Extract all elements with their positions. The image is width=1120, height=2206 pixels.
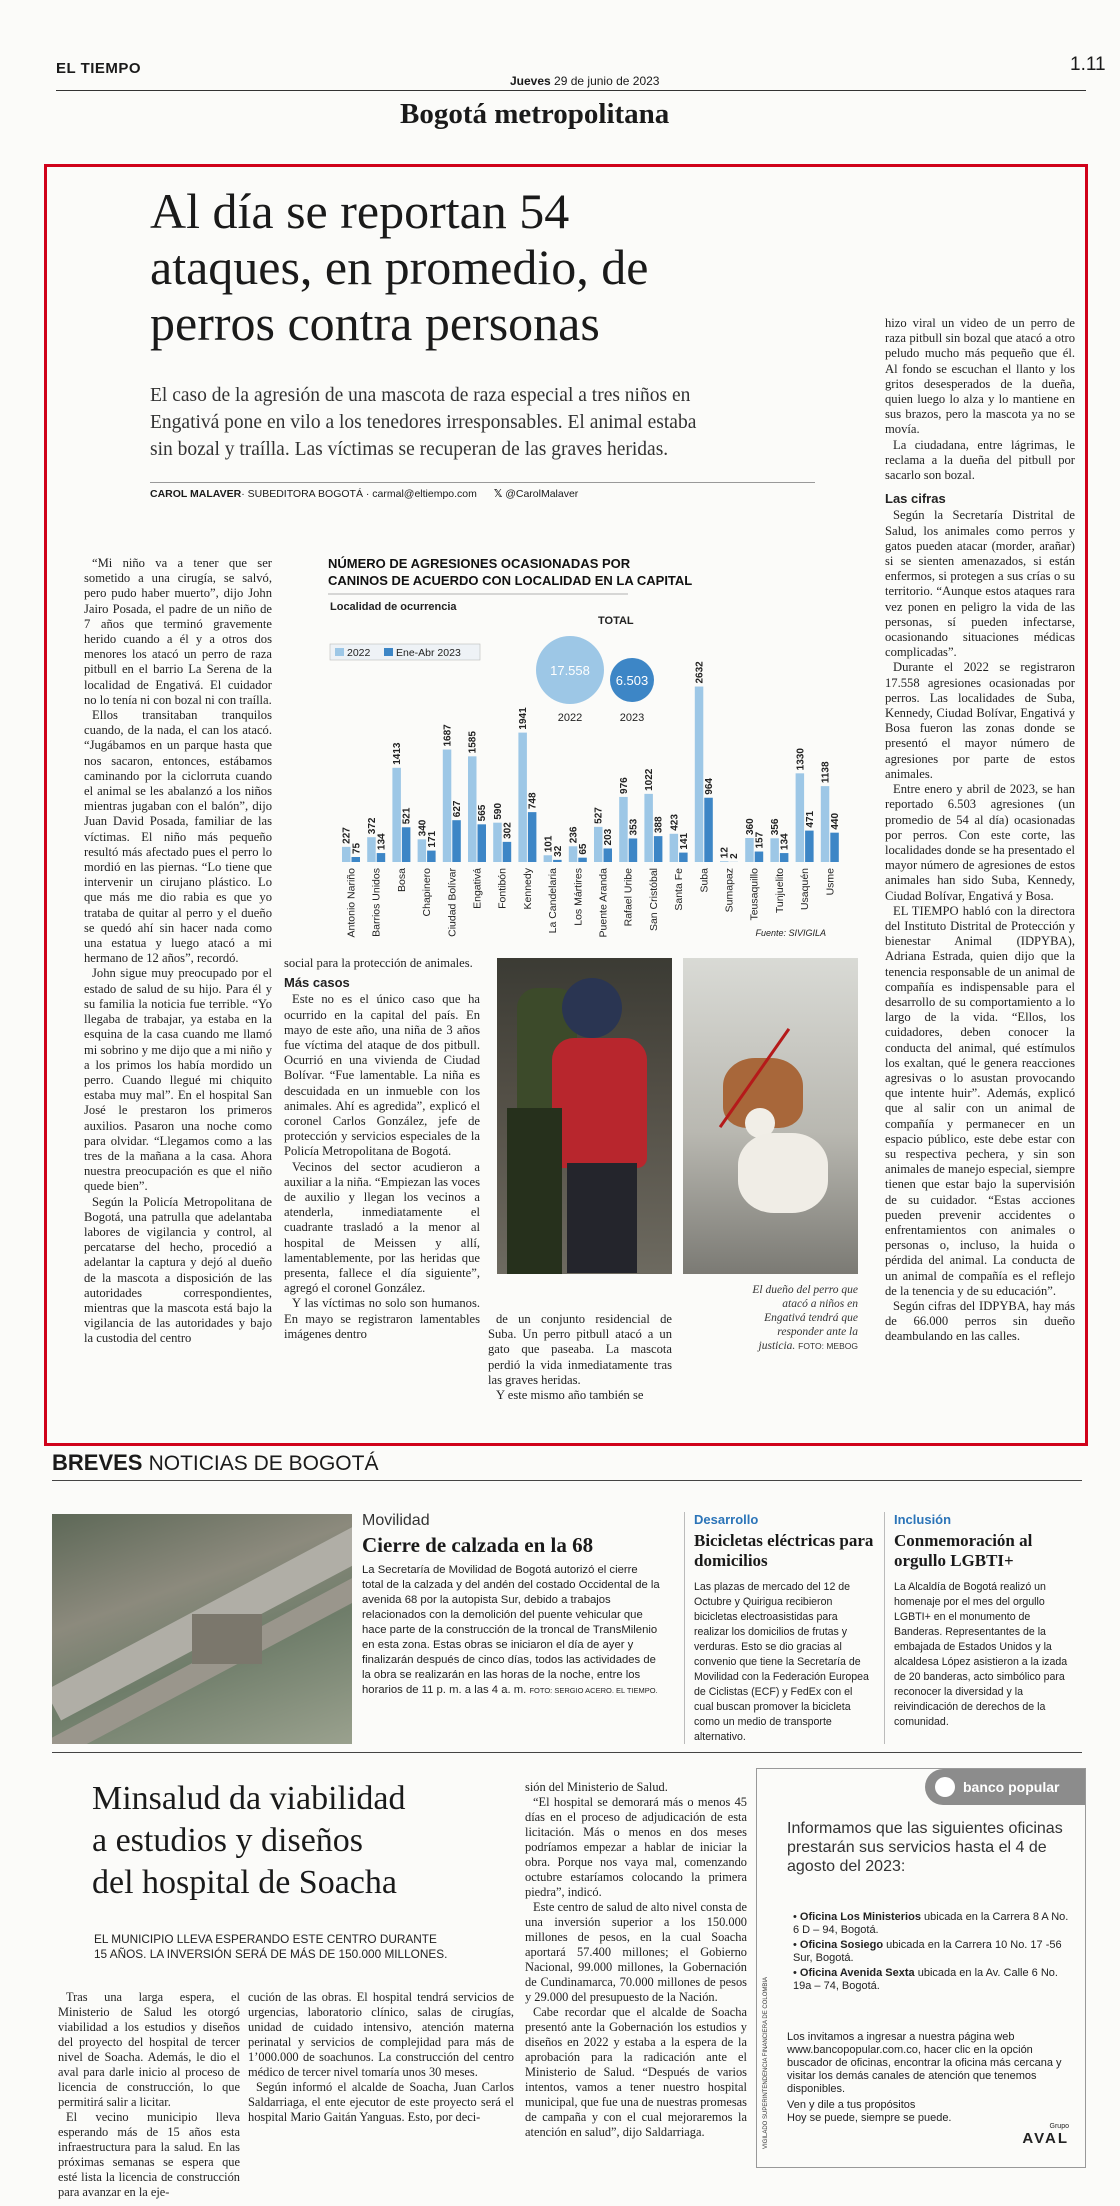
bar-value-label-2023-18: 471 bbox=[804, 810, 816, 828]
chart-source: Fuente: SIVIGILA bbox=[755, 928, 826, 938]
bar-value-label-2022-2: 1413 bbox=[392, 742, 404, 765]
bar-value-label-2023-2: 521 bbox=[401, 807, 413, 825]
bar-2023-5 bbox=[478, 824, 487, 862]
category-label-7: Kennedy bbox=[521, 868, 534, 910]
overpass-photo bbox=[52, 1514, 352, 1744]
date-line: Jueves 29 de junio de 2023 bbox=[510, 74, 660, 88]
twitter-icon: 𝕏 bbox=[493, 488, 503, 500]
bar-2023-13 bbox=[679, 853, 688, 862]
breve-c-body: La Alcaldía de Bogotá realizó un homenaje por el mes del orgullo LGBTI+ en el monumento de Banderas. Representantes de la embajada de Estados Unidos y la alcaldesa López asistieron a la izada de 20 banderas, acto simbólico para reconocer la diversidad y la reivindicación de derechos de la comunidad. bbox=[894, 1581, 1068, 1728]
total-label: TOTAL bbox=[598, 615, 634, 627]
soacha-column-1: Tras una larga espera, el Ministerio de Salud les otorgó viabilidad a los estudios y diseños del proyecto del hospital de tercer nivel de Soacha. Además, le dio el aval para darle inicio al proceso de licencia de construcción, lo que permitirá salir a licitar. El vecino municipio lleva esperando más de 15 años esta infraestructura para la salud. En las próximas semanas se espera que esté lista la licencia de construcción para avanzar en la eje- bbox=[58, 1990, 240, 2199]
category-label-10: Puente Aranda bbox=[597, 868, 610, 938]
photo-caption: El dueño del perro que atacó a niños en Engativá tendrá que responder ante la justicia. FOTO: MEBOG bbox=[752, 1284, 858, 1352]
bar-value-label-2023-8: 32 bbox=[552, 845, 564, 857]
category-label-14: Suba bbox=[698, 868, 711, 893]
category-label-18: Usaquén bbox=[799, 868, 812, 911]
bar-value-label-2022-8: 101 bbox=[543, 835, 555, 853]
bar-2022-9 bbox=[569, 846, 578, 862]
category-label-4: Ciudad Bolívar bbox=[446, 868, 459, 937]
bar-2023-8 bbox=[553, 860, 562, 862]
category-label-6: Fontibón bbox=[496, 868, 509, 909]
byline-rule bbox=[150, 482, 815, 483]
bar-value-label-2022-15: 12 bbox=[719, 847, 731, 859]
bar-value-label-2022-17: 356 bbox=[770, 818, 782, 836]
category-label-12: San Cristóbal bbox=[647, 868, 660, 932]
total-year-2022: 2022 bbox=[557, 712, 583, 724]
bar-2023-4 bbox=[452, 820, 461, 862]
breve-a-title: Cierre de calzada en la 68 bbox=[362, 1533, 594, 1557]
breve-b-body: Las plazas de mercado del 12 de Octubre y Quirigua recibieron bicicletas electroasistidas para realizar los domicilios de frutas y verduras. Esto se dio gracias al convenio que tiene la Secretaría de Movilidad con la Federación Europea de Ciclistas (ECF) y FedEx con el cual buscan promover la bicicleta como un medio de transporte alternativo. bbox=[694, 1581, 869, 1743]
bar-2022-14 bbox=[695, 687, 704, 862]
bar-2023-9 bbox=[578, 858, 587, 862]
bar-value-label-2022-7: 1941 bbox=[518, 707, 530, 730]
bar-value-label-2023-7: 748 bbox=[527, 792, 539, 810]
bar-value-label-2022-5: 1585 bbox=[467, 731, 479, 754]
bar-value-label-2023-1: 134 bbox=[376, 833, 388, 851]
aggressions-bar-chart bbox=[318, 552, 878, 962]
bar-2022-5 bbox=[468, 756, 477, 862]
category-label-11: Rafael Uribe bbox=[622, 868, 635, 927]
ad-body: Los invitamos a ingresar a nuestra página web www.bancopopular.com.co, hacer clic en la opción buscador de oficinas, encontrar la oficina más cercana y visitar los demás canales de atención que tenemos disponibles. bbox=[787, 2031, 1062, 2095]
breve-a-body: La Secretaría de Movilidad de Bogotá autorizó el cierre total de la calzada y del andén del costado Occidental de la avenida 68 por la autopista Sur, debido a trabajos relacionados con la demolición del puente vehicular que hace parte de la construcción de la troncal de TransMilenio en esta zona. Estas obras se iniciaron el día de ayer y finalizarán después de cinco días, todos las actividades de la obra se realizarán en las horas de la noche, entre los horarios de 11 p. m. a las 4 a. m. FOTO: SERGIO ACERO. EL TIEMPO. bbox=[362, 1564, 660, 1696]
banco-popular-ad bbox=[756, 1768, 1086, 2168]
category-label-19: Usme bbox=[824, 868, 837, 896]
soacha-column-3: sión del Ministerio de Salud. “El hospital se demorará más o menos 45 días en el proceso de adjudicación de esta licitación. Más o menos en dos meses podríamos empezar a hablar de iniciar la obra. Porque nos vaya mal, comenzando octubre estaríamos colocando la primera piedra”, indicó. Este centro de salud de alto nivel consta de una inversión superior a los 150.000 millones de pesos, en la cual Soacha aportará 57.400 millones; el Gobierno Nacional, 99.000 millones, la Gobernación de Cundinamarca, 70.000 millones de pesos y 29.000 del presupuesto de la Nación. Cabe recordar que el alcalde de Soacha presentó ante la Gobernación los estudios y diseños en 2022 y estaba a la espera de la aprobación para la radicación ante el Ministerio de Salud. “Después de varios intentos, vamos a tener nuestro hospital municipal, que fue una de nuestras promesas de campaña y con el cual mejoraremos la atención en salud”, dijo Saldarriaga. bbox=[525, 1780, 747, 2139]
bar-2022-1 bbox=[367, 837, 376, 862]
bar-2022-19 bbox=[821, 786, 830, 862]
bar-value-label-2022-19: 1138 bbox=[820, 761, 832, 784]
category-label-3: Chapinero bbox=[421, 868, 434, 917]
main-headline: Al día se reportan 54 ataques, en promedio, de perros contra personas bbox=[150, 183, 649, 351]
bar-2023-0 bbox=[352, 857, 361, 862]
story-column-2: social para la protección de animales. Más casos Este no es el único caso que ha ocurrido en la capital del país. En mayo de este año, una niña de 3 años fue víctima del ataque de dos pitbull. Ocurrió en una vivienda de Ciudad Bolívar. “Fue lamentable. La niña es descuidada en un inmueble con los animales. Ahí es agredida”, explicó el coronel Carlos González, jefe de protección y servicios especiales de la Policía Metropolitana de Bogotá. Vecinos del sector acudieron a auxiliar a la niña. “Empiezan las voces de auxilio y llegan los vecinos a atenderla, inmediatamente el cuadrante trasladó a la menor al hospital de Meissen y allí, lamentablemente, por las heridas que presenta, fallece el día siguiente”, agregó el coronel González. Y las víctimas no solo son humanos. En mayo se registraron lamentables imágenes dentro bbox=[284, 956, 480, 1341]
bar-2022-10 bbox=[594, 827, 603, 862]
bar-value-label-2023-14: 964 bbox=[704, 778, 716, 795]
bar-2023-18 bbox=[805, 831, 814, 862]
breve-a-kicker: Movilidad bbox=[362, 1512, 430, 1529]
legend-label-2022: 2022 bbox=[347, 647, 371, 659]
bar-value-label-2023-4: 627 bbox=[452, 800, 464, 818]
category-label-15: Sumapaz bbox=[723, 868, 736, 913]
bar-value-label-2022-9: 236 bbox=[568, 826, 580, 844]
bar-2022-16 bbox=[745, 838, 754, 862]
bar-2023-12 bbox=[654, 836, 663, 862]
category-label-13: Santa Fe bbox=[673, 868, 686, 911]
legend-label-2023: Ene-Abr 2023 bbox=[396, 647, 461, 659]
ad-vigilado: VIGILADO SUPERINTENDENCIA FINANCIERA DE COLOMBIA bbox=[763, 1976, 769, 2149]
bar-value-label-2022-12: 1022 bbox=[644, 768, 656, 791]
breves-header: BREVES NOTICIAS DE BOGOTÁ bbox=[52, 1450, 379, 1475]
breve-b-kicker: Desarrollo bbox=[694, 1512, 759, 1527]
grupo-aval-logo: Grupo AVAL bbox=[1022, 2123, 1069, 2147]
category-label-16: Teusaquillo bbox=[748, 868, 761, 921]
bar-2023-10 bbox=[604, 848, 613, 862]
bar-2022-18 bbox=[796, 773, 805, 862]
breves-bottom-rule bbox=[52, 1752, 1082, 1753]
legend-swatch-2023 bbox=[384, 648, 393, 656]
chart-title-line-2: CANINOS DE ACUERDO CON LOCALIDAD EN LA CAPITAL bbox=[328, 573, 693, 588]
bar-2022-2 bbox=[392, 768, 401, 862]
bar-2023-1 bbox=[377, 853, 386, 862]
bar-2022-13 bbox=[670, 834, 679, 862]
ad-closing: Ven y dile a tus propósitos Hoy se puede, siempre se puede. bbox=[787, 2099, 952, 2124]
category-label-5: Engativá bbox=[471, 868, 484, 909]
bar-value-label-2022-11: 976 bbox=[618, 777, 630, 794]
breve-c-title: Conmemoración al orgullo LGBTI+ bbox=[894, 1531, 1033, 1570]
bar-2023-19 bbox=[830, 833, 839, 862]
bar-value-label-2023-15: 2 bbox=[729, 853, 741, 859]
bar-2023-16 bbox=[755, 852, 764, 862]
bar-value-label-2023-5: 565 bbox=[477, 804, 489, 822]
bar-2022-15 bbox=[720, 861, 729, 862]
story-column-4: hizo viral un video de un perro de raza pitbull sin bozal que atacó a otro peludo mucho más pequeño que él. Al fondo se escuchan el llanto y los gritos desesperados de la dueña, quien luego lo alza y lo mantiene en sus brazos, pero la mascota ya no se movía. La ciudadana, entre lágrimas, le reclama a la dueña del pitbull por sacarlo son bozal. Las cifras Según la Secretaría Distrital de Salud, los animales como perros y gatos pueden atacar (morder, arañar) si se sienten amenazados, si están enfermos, si protegen a sus crías o su territorio. “Aunque estos ataques rara vez ponen en peligro la vida de las personas, sí pueden infectarse, ocasionando situaciones médicas complicadas”. Durante el 2022 se registraron 17.558 agresiones ocasionadas por perros. Las localidades de Suba, Kennedy, Ciudad Bolívar, Engativá y Bosa fueron las zonas donde se presentó el mayor número de agresiones por parte de estos animales. Entre enero y abril de 2023, se han reportado 6.503 agresiones (un promedio de 54 al día) ocasionadas por perros. Con este corte, las localidades donde se ha presentado el mayor número de agresiones de estos animales han sido Suba, Kennedy, Ciudad Bolívar, Engativá y Bosa. EL TIEMPO habló con la directora del Instituto Distrital de Protección y bienestar Animal (IDPYBA), Adriana Estrada, quien dijo que la tenencia responsable de un animal de compañía es indispensable para el desarrollo de su comportamiento a lo largo de la vida. “Ellos, los cuidadores, deben conocer la conducta del animal, qué estímulos los exaltan, qué le genera reacciones agresivas o lo asustan provocando que intente huir”. Además, explicó que al salir con un animal de compañía y permanecer en un espacio público, este debe estar con su respectiva pechera, y sin son animales de manejo especial, siempre tienen que estar bajo la supervisión de su cuidador. “Estas acciones pueden prevenir accidentes o enfrentamientos con animales o personas o, incluso, la huida o pérdida del animal. La conducta de un animal de compañía es el reflejo de la tenencia y de su educación”. Según cifras del IDPYBA, hay más de 66.000 perros sin dueño deambulando en las calles. bbox=[885, 316, 1075, 1344]
breve-c-kicker: Inclusión bbox=[894, 1512, 952, 1527]
bar-value-label-2022-1: 372 bbox=[366, 817, 378, 835]
total-value-2023: 6.503 bbox=[615, 673, 649, 688]
bar-value-label-2022-4: 1687 bbox=[442, 724, 454, 747]
header-rule bbox=[56, 90, 1086, 91]
ad-intro: Informamos que las siguientes oficinas prestarán sus servicios hasta el 4 de agosto del 2023: bbox=[787, 1820, 1063, 1875]
soacha-headline: Minsalud da viabilidad a estudios y diseños del hospital de Soacha bbox=[92, 1780, 406, 1901]
story-column-3: de un conjunto residencial de Suba. Un perro pitbull atacó a un gato que paseaba. La mascota perdió la vida inmediatamente tras las graves heridas. Y este mismo año también se bbox=[488, 1312, 672, 1403]
soacha-column-2: cución de las obras. El hospital tendrá servicios de urgencias, laboratorio clínico, salas de cirugías, unidad de cuidado intensivo, atención materna perinatal y servicios de complejidad para más de 1’000.000 de soachunos. La construcción del centro médico de tercer nivel tomaría unos 30 meses. Según informó el alcalde de Soacha, Juan Carlos Saldarriaga, el ente ejecutor de este proyecto será el hospital Mario Gaitán Yanguas. Esto, por deci- bbox=[248, 1990, 514, 2124]
bar-2022-6 bbox=[493, 823, 502, 862]
bar-2023-6 bbox=[503, 842, 512, 862]
chart-title-line-1: NÚMERO DE AGRESIONES OCASIONADAS POR bbox=[328, 556, 631, 571]
bar-value-label-2023-9: 65 bbox=[578, 843, 590, 855]
bar-value-label-2022-13: 423 bbox=[669, 814, 681, 831]
bar-2023-14 bbox=[704, 798, 713, 862]
bar-value-label-2023-17: 134 bbox=[779, 833, 791, 851]
bar-2023-2 bbox=[402, 827, 411, 862]
category-label-17: Tunjuelito bbox=[773, 868, 786, 914]
bar-value-label-2023-13: 141 bbox=[678, 832, 690, 850]
bar-2023-17 bbox=[780, 853, 789, 862]
category-label-1: Barrios Unidos bbox=[370, 868, 383, 937]
total-value-2022: 17.558 bbox=[550, 663, 590, 678]
bar-2022-8 bbox=[544, 855, 553, 862]
page-number: 1.11 bbox=[1070, 54, 1106, 75]
bar-2022-7 bbox=[518, 733, 527, 862]
bar-value-label-2023-11: 353 bbox=[628, 818, 640, 836]
bar-2022-0 bbox=[342, 847, 351, 862]
bar-value-label-2022-16: 360 bbox=[744, 818, 756, 835]
category-label-8: La Candelaria bbox=[547, 868, 560, 934]
bar-value-label-2022-3: 340 bbox=[417, 819, 429, 837]
bar-value-label-2022-6: 590 bbox=[492, 802, 504, 820]
category-label-0: Antonio Nariño bbox=[345, 868, 358, 938]
banco-popular-logo-icon bbox=[935, 1777, 955, 1797]
story-column-1: “Mi niño va a tener que ser sometido a una cirugía, se salvó, pero pudo haber muerto”, dijo John Jairo Posada, el padre de un niño de 7 años que terminó gravemente herido cuando a él y a otros dos menores los atacó un perro de raza pitbull en el barrio La Serena de la localidad de Engativá. El cuidador no lo tenía ni con bozal ni con traílla. Ellos transitaban tranquilos cuando, de la nada, el can los atacó. “Jugábamos en un parque hasta que nos sacaron, entonces, estábamos caminando por la ciclorruta cuando el animal se les abalanzó a los niños mientras jugaban con el balón”, dijo Juan David Posada, familiar de las víctimas. El niño más pequeño resultó más afectado pues el perro lo mordió en las piernas. “Lo tiene que intervenir un cirujano plástico. Lo que más me dio rabia es que yo trataba de quitar al perro y el dueño se quedó ahí sin hacer nada como una estatua y luego atacó a mi hermano de 12 años”, recordó. John sigue muy preocupado por el estado de salud de su hijo. Para él y su familia la noticia fue terrible. “Yo llegaba de trabajar, ya estaba en la esquina de la casa cuando me llamó mi sobrino y me dijo que a mi niño y a los primos los había mordido un perro. Cuando llegué mi chiquito estaba muy mal”. En el hospital San José le prestaron los primeros auxilios. Pasaron una noche como para olvidar. “Llegamos como a las tres de la mañana a la casa. Ahora nuestra preocupación es que el niño quede bien”. Según la Policía Metropolitana de Bogotá, una patrulla que adelantaba labores de vigilancia y control, al percatarse del hecho, procedió a adelantar la captura y dejó al dueño de la mascota a disposición de las autoridades correspondientes, mientras que la mascota está bajo la vigilancia de las autoridades y bajo la custodia del centro bbox=[84, 556, 272, 1346]
bar-2022-4 bbox=[443, 750, 452, 862]
bar-2022-11 bbox=[619, 797, 628, 862]
bar-2023-7 bbox=[528, 812, 537, 862]
bar-value-label-2023-16: 157 bbox=[754, 831, 766, 849]
bar-2022-3 bbox=[418, 839, 427, 862]
breves-rule bbox=[52, 1480, 1082, 1481]
byline: CAROL MALAVER· SUBEDITORA BOGOTÁ · carmal@eltiempo.com 𝕏 @CarolMalaver bbox=[150, 488, 579, 500]
chart-subtitle: Localidad de ocurrencia bbox=[330, 601, 457, 613]
bar-2023-11 bbox=[629, 838, 638, 862]
ad-office-list: • Oficina Los Ministerios ubicada en la Carrera 8 A No. 6 D – 94, Bogotá. • Oficina Sosiego ubicada en la Carrera 10 No. 17 -56 Sur, Bogotá. • Oficina Avenida Sexta ubicada en la Av. Calle 6 No. 19a – 74, Bogotá. bbox=[793, 1911, 1069, 1992]
bar-value-label-2023-0: 75 bbox=[351, 842, 363, 854]
masthead-logo: EL TIEMPO bbox=[56, 60, 142, 77]
breve-b-title: Bicicletas eléctricas para domicilios bbox=[694, 1531, 874, 1570]
bar-value-label-2022-10: 527 bbox=[593, 807, 605, 824]
bar-value-label-2022-0: 227 bbox=[341, 827, 353, 844]
ad-brand-bar: banco popular bbox=[925, 1769, 1085, 1805]
bar-value-label-2023-10: 203 bbox=[603, 828, 615, 846]
bar-value-label-2023-12: 388 bbox=[653, 816, 665, 834]
bar-value-label-2023-3: 171 bbox=[426, 830, 438, 848]
bar-2022-17 bbox=[770, 838, 779, 862]
category-label-9: Los Mártires bbox=[572, 868, 585, 926]
police-photo bbox=[497, 958, 672, 1274]
legend-swatch-2022 bbox=[335, 648, 344, 656]
bar-value-label-2023-6: 302 bbox=[502, 822, 514, 839]
section-title: Bogotá metropolitana bbox=[400, 98, 670, 130]
bar-2023-3 bbox=[427, 851, 436, 862]
soacha-subhead: EL MUNICIPIO LLEVA ESPERANDO ESTE CENTRO DURANTE 15 AÑOS. LA INVERSIÓN SERÁ DE MÁS DE 150.000 MILLONES. bbox=[94, 1932, 448, 1961]
bar-2022-12 bbox=[644, 794, 653, 862]
category-label-2: Bosa bbox=[395, 868, 408, 892]
total-year-2023: 2023 bbox=[619, 712, 645, 724]
chart-legend bbox=[330, 644, 480, 660]
bar-value-label-2022-18: 1330 bbox=[795, 748, 807, 771]
bar-value-label-2023-19: 440 bbox=[830, 812, 842, 830]
dog-photo bbox=[683, 958, 858, 1274]
bar-value-label-2022-14: 2632 bbox=[694, 661, 706, 684]
main-lede: El caso de la agresión de una mascota de raza especial a tres niños en Engativá pone en vilo a los tenedores irresponsables. El animal estaba sin bozal y traílla. Las víctimas se recuperan de las graves heridas. bbox=[150, 385, 697, 460]
